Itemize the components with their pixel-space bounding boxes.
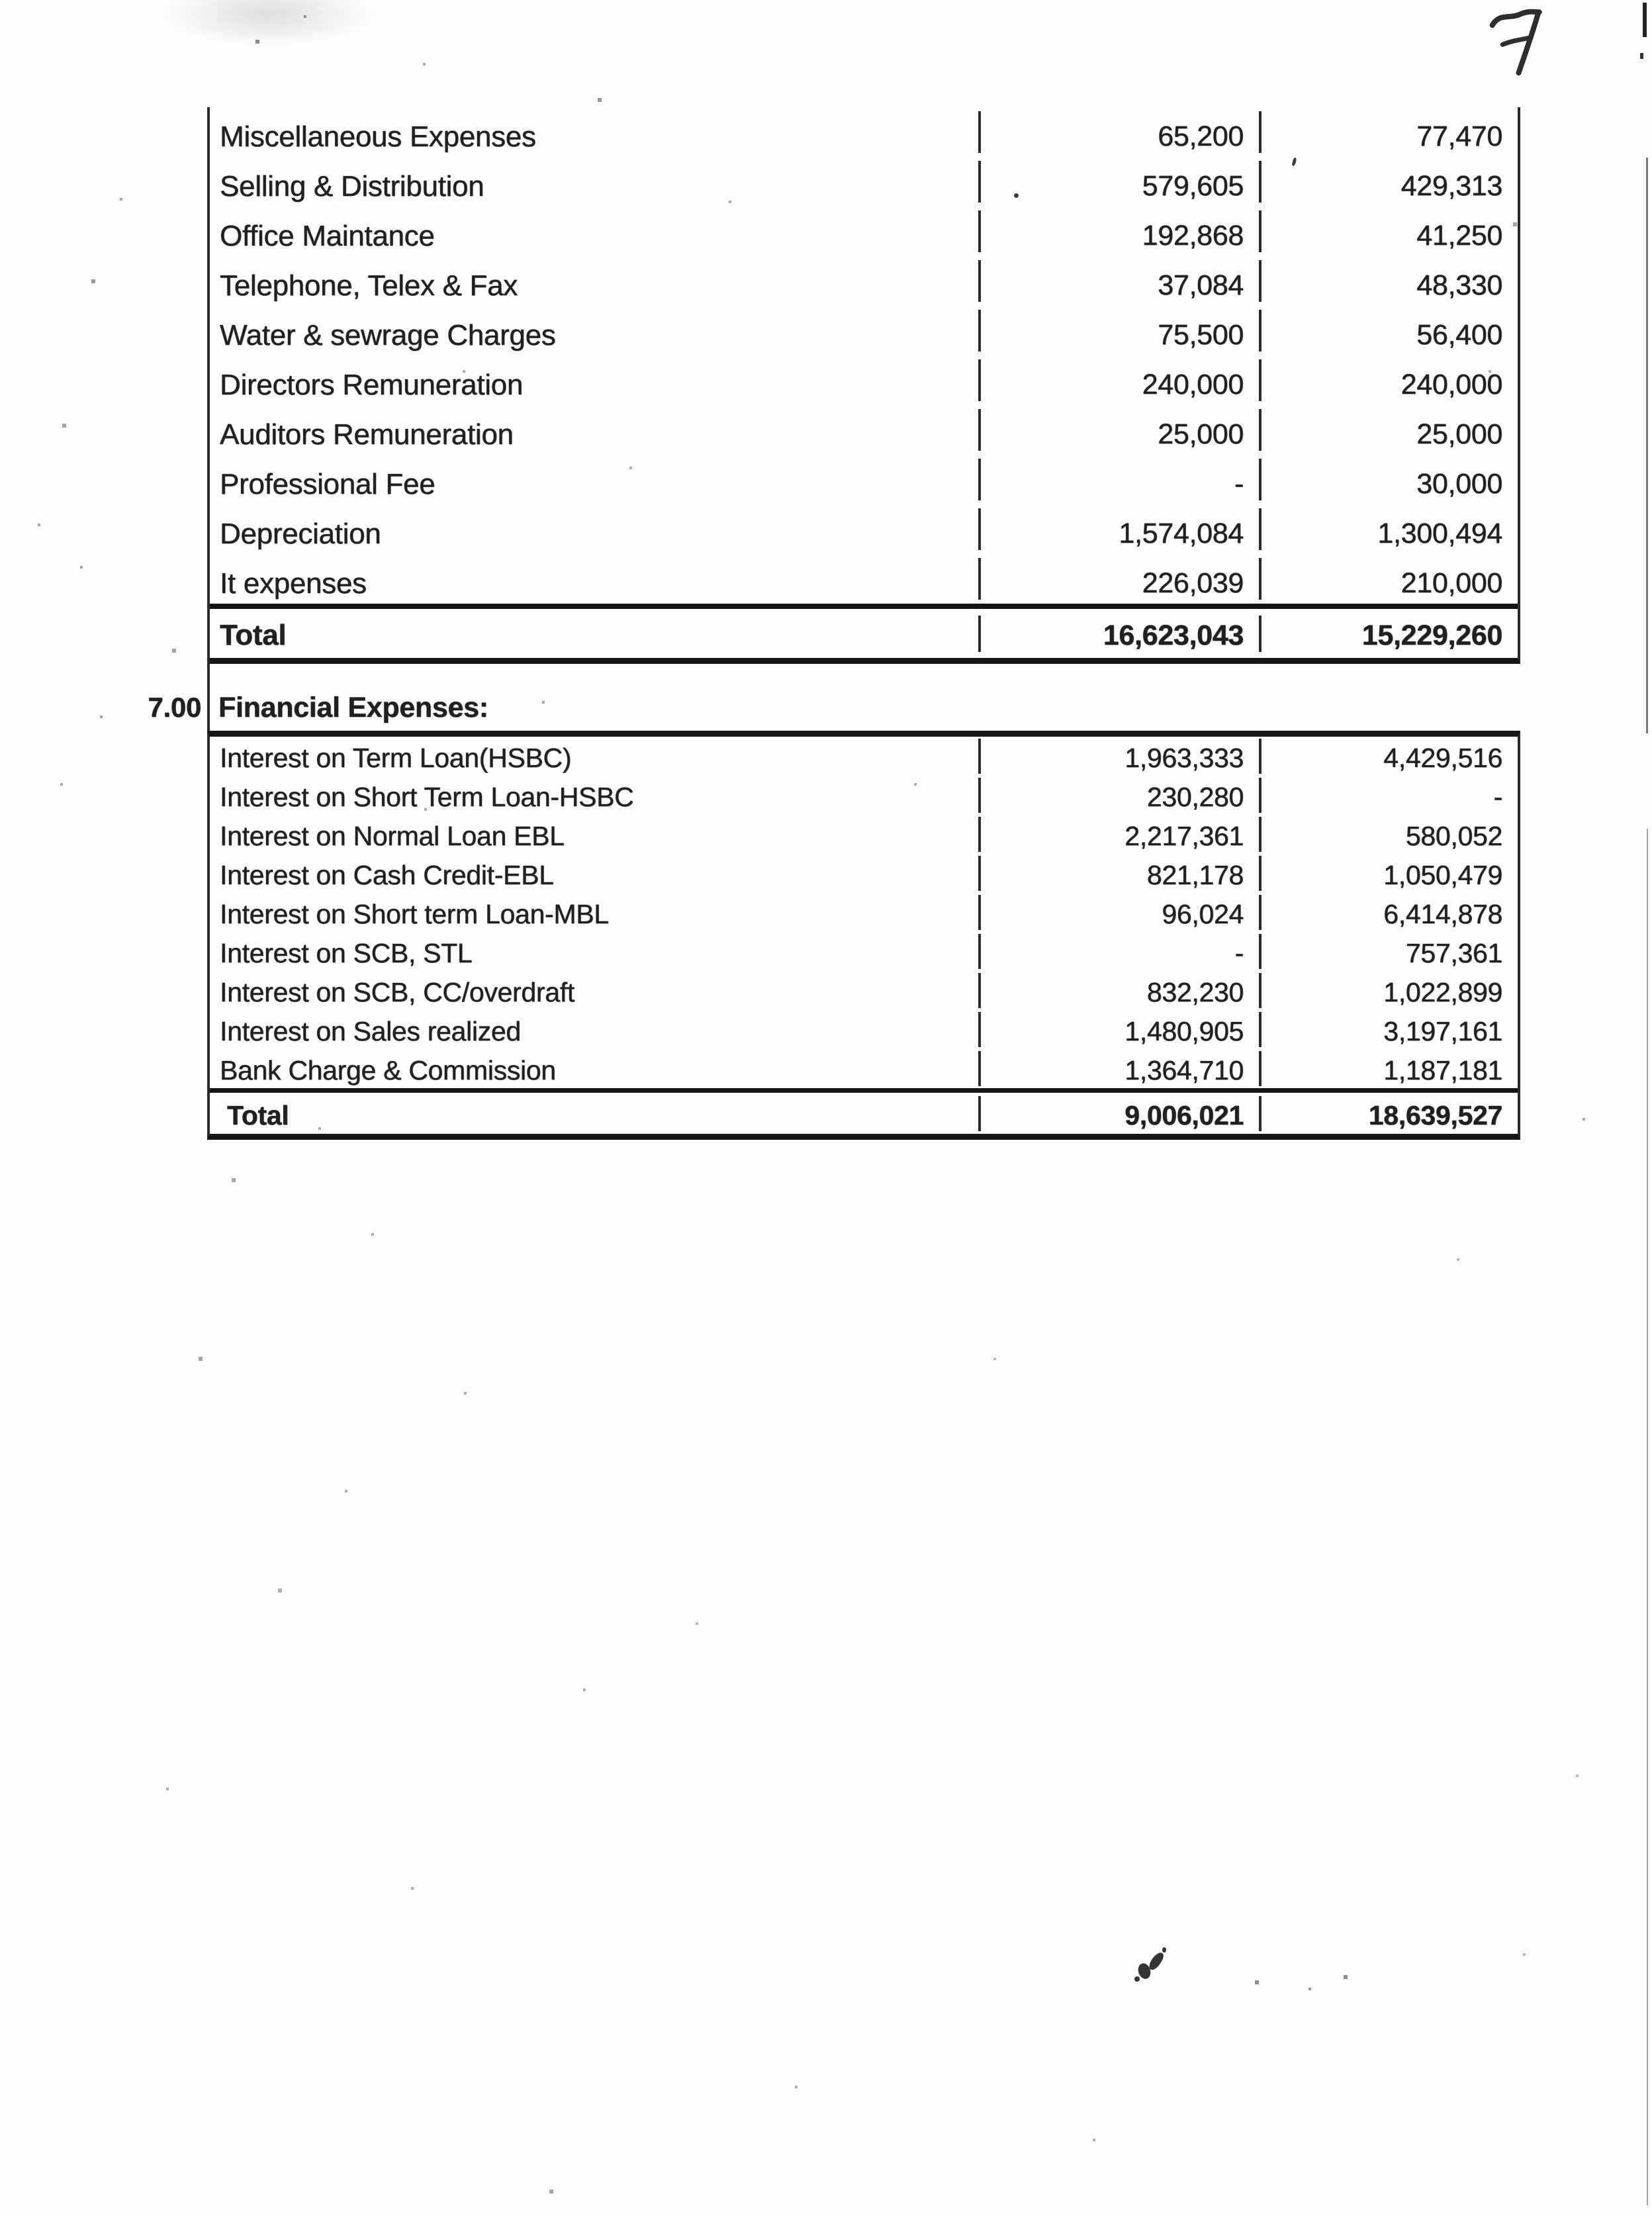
row-amount-current: 1,963,333	[978, 739, 1259, 774]
expense-table	[207, 107, 1520, 664]
row-amount-previous: 429,313	[1259, 161, 1518, 203]
table-row	[210, 157, 1518, 207]
table-border-connector	[207, 659, 210, 731]
row-label: Interest on Sales realized	[220, 1016, 521, 1046]
row-label: Directors Remuneration	[220, 368, 524, 401]
table-row	[210, 1010, 1518, 1049]
row-label: Interest on SCB, STL	[220, 938, 473, 968]
table-row	[210, 893, 1518, 932]
table-row	[210, 932, 1518, 971]
row-amount-current: 832,230	[978, 973, 1259, 1008]
row-amount-previous: 6,414,878	[1259, 895, 1518, 930]
total-label: Total	[227, 1099, 289, 1131]
row-amount-current: 65,200	[978, 111, 1259, 153]
row-label: Interest on SCB, CC/overdraft	[220, 977, 574, 1007]
row-amount-previous: 580,052	[1259, 817, 1518, 852]
row-amount-current: 1,574,084	[978, 508, 1259, 550]
row-amount-previous: 41,250	[1259, 210, 1518, 252]
ink-blot	[1133, 1946, 1173, 1992]
row-amount-previous: 1,300,494	[1259, 508, 1518, 550]
expense-total-row	[210, 604, 1518, 658]
scan-noise-speckles	[0, 0, 1, 1]
scanner-edge-line	[1646, 158, 1648, 733]
row-label: Interest on Normal Loan EBL	[220, 821, 565, 851]
table-row	[210, 355, 1518, 405]
row-label: Interest on Short term Loan-MBL	[220, 899, 609, 929]
row-amount-current: 1,480,905	[978, 1012, 1259, 1047]
total-amount-previous: 15,229,260	[1259, 616, 1518, 652]
row-amount-previous: 1,050,479	[1259, 856, 1518, 891]
section-number: 7.00	[148, 692, 201, 723]
row-amount-previous: 1,187,181	[1259, 1051, 1518, 1086]
row-amount-current: 230,280	[978, 778, 1259, 813]
table-row	[210, 854, 1518, 893]
table-row	[210, 306, 1518, 355]
total-amount-current: 9,006,021	[978, 1096, 1259, 1131]
financial-expenses-table	[207, 731, 1520, 1140]
total-amount-current: 16,623,043	[978, 616, 1259, 652]
table-row	[210, 1049, 1518, 1088]
table-row	[210, 207, 1518, 256]
table-row	[210, 455, 1518, 504]
table-row	[210, 737, 1518, 776]
table-row	[210, 405, 1518, 455]
scan-corner-dot	[1640, 53, 1643, 59]
table-row	[210, 107, 1518, 157]
table-row	[210, 815, 1518, 854]
row-amount-previous: 3,197,161	[1259, 1012, 1518, 1047]
row-label: Interest on Short Term Loan-HSBC	[220, 782, 634, 812]
table-row	[210, 256, 1518, 306]
table-row	[210, 504, 1518, 554]
row-amount-current: 226,039	[978, 558, 1259, 600]
row-label: Office Maintance	[220, 219, 435, 252]
row-label: Interest on Term Loan(HSBC)	[220, 743, 572, 773]
handwritten-page-number	[1481, 0, 1557, 83]
row-amount-previous: 240,000	[1259, 359, 1518, 401]
row-amount-current: 25,000	[978, 409, 1259, 451]
row-amount-previous: 1,022,899	[1259, 973, 1518, 1008]
total-amount-previous: 18,639,527	[1259, 1096, 1518, 1131]
row-label: Auditors Remuneration	[220, 418, 514, 451]
row-amount-current: -	[978, 934, 1259, 969]
row-amount-current: 821,178	[978, 856, 1259, 891]
row-label: Professional Fee	[220, 467, 436, 500]
row-amount-current: 96,024	[978, 895, 1259, 930]
row-amount-previous: 56,400	[1259, 310, 1518, 351]
table-row	[210, 971, 1518, 1010]
row-amount-current: 579,605	[978, 161, 1259, 203]
row-label: Water & sewrage Charges	[220, 318, 556, 351]
scan-smudge	[159, 0, 377, 46]
section-title: Financial Expenses:	[218, 692, 488, 723]
row-amount-current: 240,000	[978, 359, 1259, 401]
row-amount-current: 2,217,361	[978, 817, 1259, 852]
row-amount-current: 75,500	[978, 310, 1259, 351]
scan-corner-mark	[1643, 3, 1647, 37]
row-amount-previous: 4,429,516	[1259, 739, 1518, 774]
row-label: Miscellaneous Expenses	[220, 120, 536, 153]
row-amount-previous: 210,000	[1259, 558, 1518, 600]
row-amount-current: 37,084	[978, 260, 1259, 302]
row-amount-previous: 757,361	[1259, 934, 1518, 969]
row-label: Interest on Cash Credit-EBL	[220, 860, 554, 890]
row-label: It expenses	[220, 567, 367, 600]
row-amount-previous: 25,000	[1259, 409, 1518, 451]
row-amount-previous: 77,470	[1259, 111, 1518, 153]
scanner-edge-line	[1647, 829, 1648, 2205]
row-label: Selling & Distribution	[220, 169, 484, 203]
row-amount-current: 1,364,710	[978, 1051, 1259, 1086]
row-amount-current: -	[978, 459, 1259, 500]
row-amount-previous: -	[1259, 778, 1518, 813]
row-amount-current: 192,868	[978, 210, 1259, 252]
row-label: Bank Charge & Commission	[220, 1055, 556, 1085]
row-label: Depreciation	[220, 517, 381, 550]
row-label: Telephone, Telex & Fax	[220, 269, 518, 302]
table-row	[210, 776, 1518, 815]
table-row	[210, 554, 1518, 604]
financial-total-row	[210, 1088, 1518, 1134]
row-amount-previous: 30,000	[1259, 459, 1518, 500]
total-label: Total	[220, 619, 287, 651]
row-amount-previous: 48,330	[1259, 260, 1518, 302]
stray-dot-mark	[1014, 193, 1019, 198]
